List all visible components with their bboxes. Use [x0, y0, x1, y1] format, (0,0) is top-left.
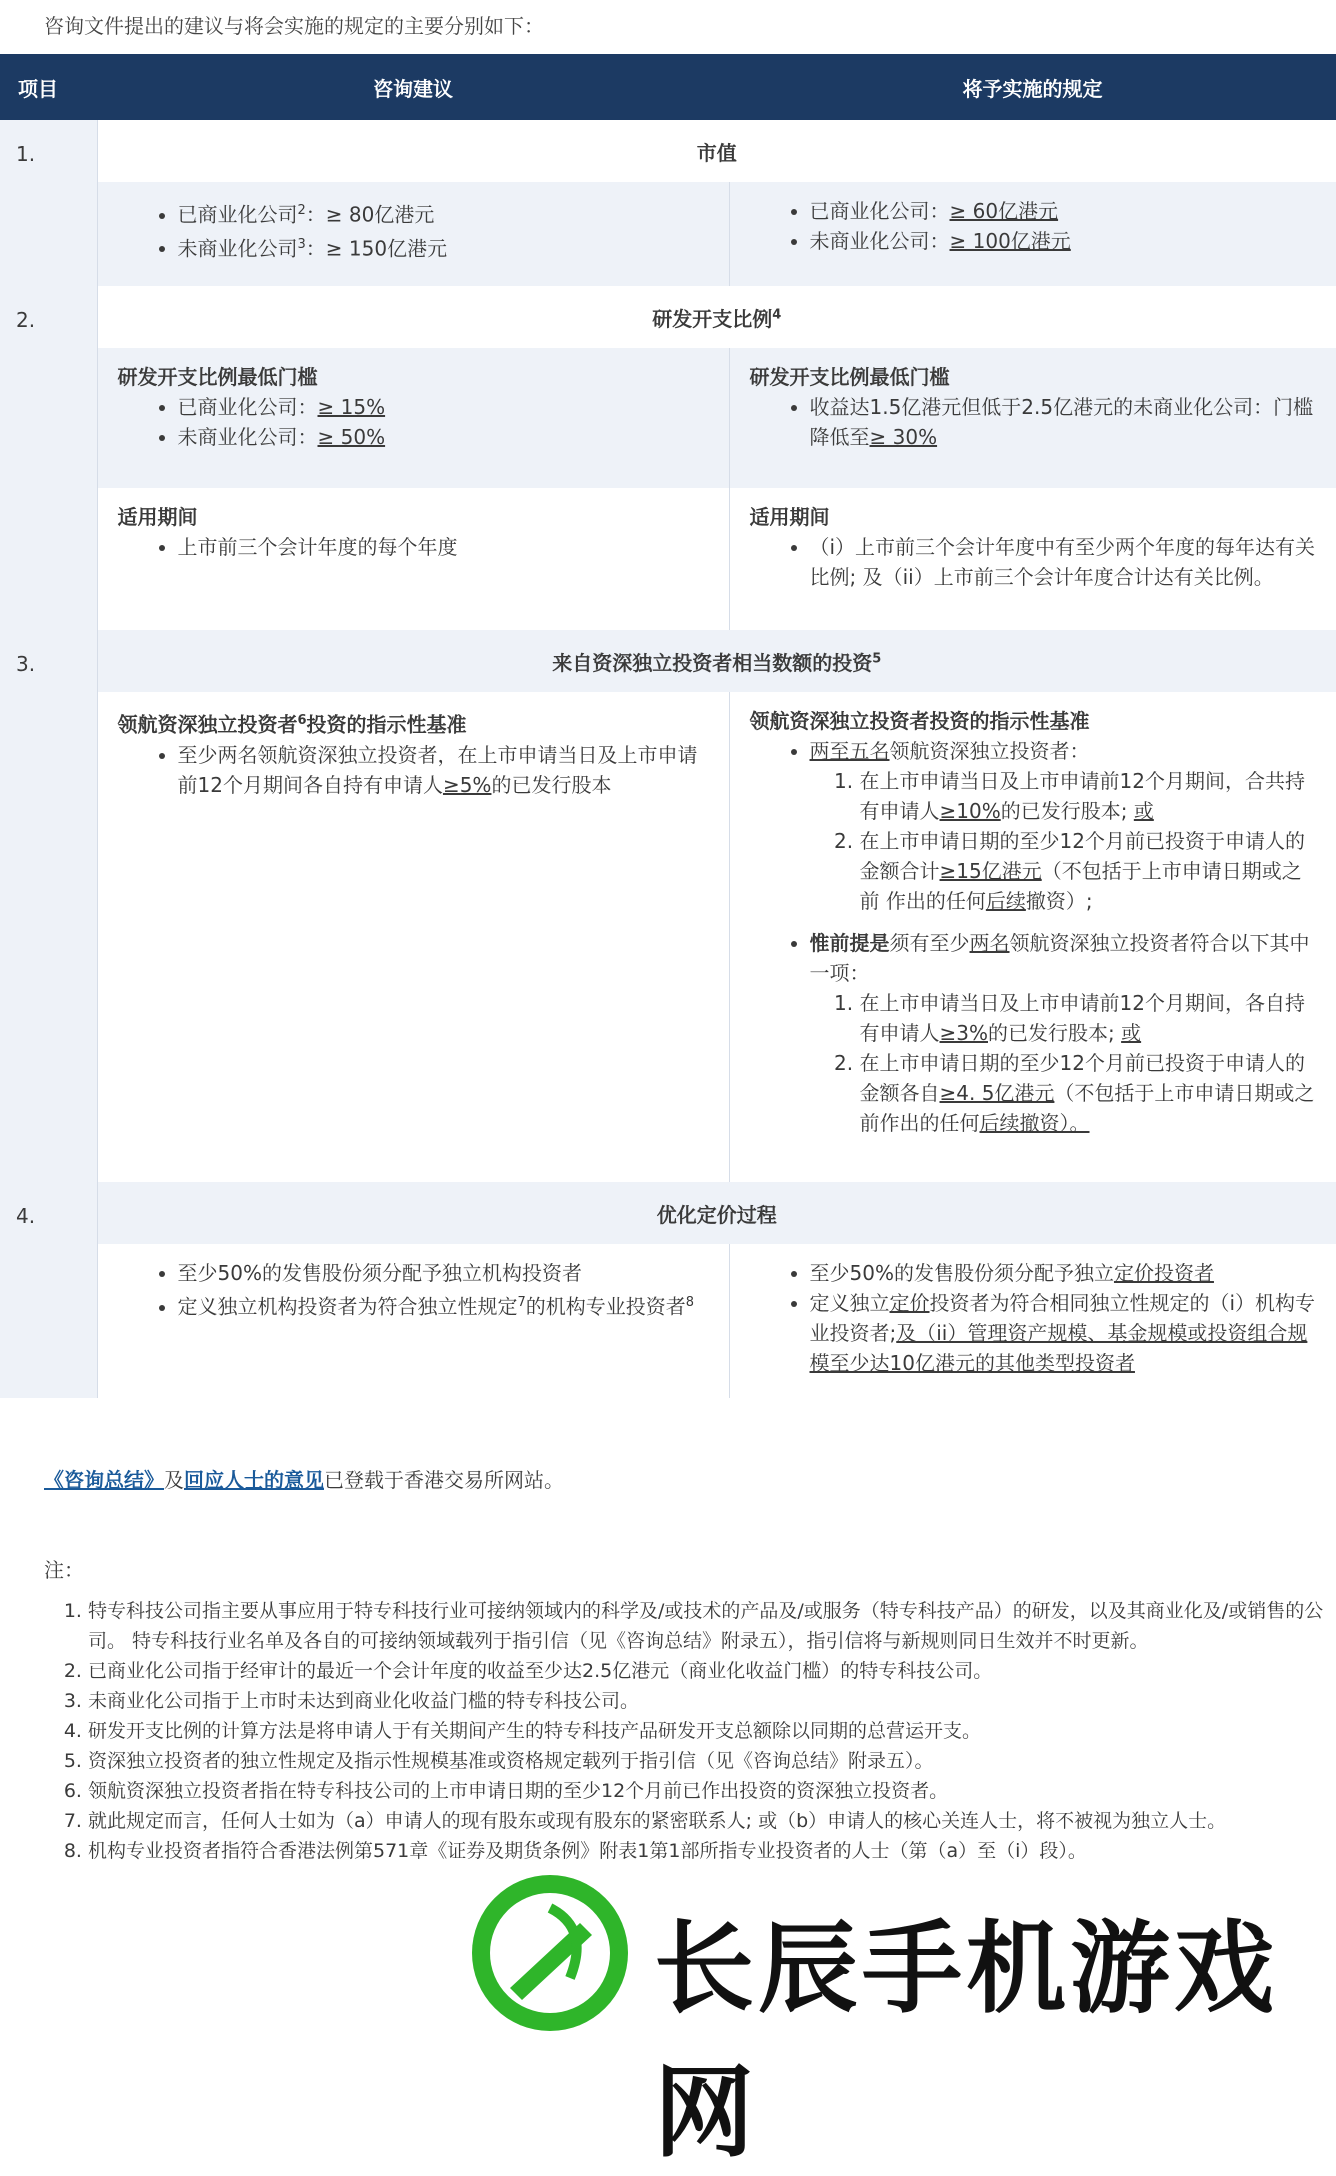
subheading: 领航资深独立投资者$^6$投资的指示性基准	[117, 712, 467, 737]
list-item: • 定义独立机构投资者为符合独立性规定$^7$的机构专业投资者$^8$	[178, 1288, 709, 1322]
rule-cell	[729, 692, 1336, 1182]
subheading: 领航资深独立投资者投资的指示性基准	[749, 709, 1090, 733]
responses-link[interactable]: 回应人士的意见	[184, 1468, 324, 1492]
subheading: 研发开支比例最低门槛	[117, 365, 318, 389]
proposal-cell	[97, 182, 729, 286]
row-number: 2.	[0, 286, 97, 630]
header-item: 项目	[0, 54, 97, 120]
list-item: 2. 在上市申请日期的至少12个月前已投资于申请人的金额各自≥4. 5亿港元（不包括于上市申请日期或之前作出的任何后续撤资）。	[860, 1048, 1317, 1138]
list-item: • 两至五名领航资深独立投资者： 1. 在上市申请当日及上市申请前12个月期间，合共持有申请人≥10%的已发行股本; 或 2. 在上市申请日期的至少12个月前已投资于申请人的金额合计≥15亿港元（不包括于上市申请日期或之前 作出的任何后续撤资）;	[810, 736, 1317, 916]
list-item: • 未商业化公司：≥ 100亿港元	[810, 226, 1317, 256]
links-line: 《咨询总结》及回应人士的意见已登载于香港交易所网站。	[44, 1468, 564, 1492]
rule-cell	[729, 348, 1336, 488]
row-number: 4.	[0, 1182, 97, 1398]
list-item: • 定义独立定价投资者为符合相同独立性规定的（i）机构专业投资者;及（ii）管理资产规模、基金规模或投资组合规模至少达10亿港元的其他类型投资者	[810, 1288, 1317, 1378]
list-item: • 至少50%的发售股份须分配予独立机构投资者	[178, 1258, 709, 1288]
list-item: 1. 在上市申请当日及上市申请前12个月期间，合共持有申请人≥10%的已发行股本; 或	[860, 766, 1317, 826]
note-item: 4. 研发开支比例的计算方法是将申请人于有关期间产生的特专科技产品研发开支总额除以同期的总营运开支。	[88, 1716, 1336, 1746]
note-item: 6. 领航资深独立投资者指在特专科技公司的上市申请日期的至少12个月前已作出投资的资深独立投资者。	[88, 1776, 1336, 1806]
list-item: 2. 在上市申请日期的至少12个月前已投资于申请人的金额合计≥15亿港元（不包括于上市申请日期或之前 作出的任何后续撤资）;	[860, 826, 1317, 916]
rule-cell	[729, 182, 1336, 286]
row-number: 1.	[0, 120, 97, 286]
section-title-market-cap: 市值	[97, 120, 1336, 182]
header-proposal: 咨询建议	[97, 54, 729, 120]
subheading: 适用期间	[749, 505, 830, 529]
list-item: • 已商业化公司：≥ 15%	[178, 392, 709, 422]
list-item: • 至少50%的发售股份须分配予独立定价投资者	[810, 1258, 1317, 1288]
rule-cell	[729, 1244, 1336, 1398]
proposal-cell	[97, 348, 729, 488]
consultation-conclusions-link[interactable]: 《咨询总结》	[44, 1468, 164, 1492]
list-item: • 未商业化公司$^3$：≥ 150亿港元	[178, 230, 709, 264]
note-item: 7. 就此规定而言，任何人士如为（a）申请人的现有股东或现有股东的紧密联系人; 或（b）申请人的核心关连人士，将不被视为独立人士。	[88, 1806, 1336, 1836]
rule-cell	[729, 488, 1336, 630]
notes-label: 注：	[44, 1558, 84, 1582]
note-item: 5. 资深独立投资者的独立性规定及指示性规模基准或资格规定载列于指引信（见《咨询总结》附录五）。	[88, 1746, 1336, 1776]
subheading: 适用期间	[117, 505, 198, 529]
comparison-table	[0, 54, 1336, 1398]
section-title-rd-ratio: 研发开支比例$^4$	[97, 286, 1336, 348]
note-item: 3. 未商业化公司指于上市时未达到商业化收益门槛的特专科技公司。	[88, 1686, 1336, 1716]
note-item: 8. 机构专业投资者指符合香港法例第571章《证券及期货条例》附表1第1部所指专业投资者的人士（第（a）至（i）段）。	[88, 1836, 1336, 1866]
list-item: • （i）上市前三个会计年度中有至少两个年度的每年达有关比例; 及（ii）上市前三个会计年度合计达有关比例。	[810, 532, 1317, 592]
list-item: • 收益达1.5亿港元但低于2.5亿港元的未商业化公司：门槛降低至≥ 30%	[810, 392, 1317, 452]
list-item: 1. 在上市申请当日及上市申请前12个月期间，各自持有申请人≥3%的已发行股本; 或	[860, 988, 1317, 1048]
list-item: • 未商业化公司：≥ 50%	[178, 422, 709, 452]
list-item: • 上市前三个会计年度的每个年度	[178, 532, 709, 562]
section-title-pricing: 优化定价过程	[97, 1182, 1336, 1244]
note-item: 2. 已商业化公司指于经审计的最近一个会计年度的收益至少达2.5亿港元（商业化收益门槛）的特专科技公司。	[88, 1656, 1336, 1686]
section-title-investors: 来自资深独立投资者相当数额的投资$^5$	[97, 630, 1336, 692]
intro-text: 咨询文件提出的建议与将会实施的规定的主要分别如下：	[44, 14, 544, 38]
subheading: 研发开支比例最低门槛	[749, 365, 950, 389]
proposal-cell	[97, 488, 729, 630]
proposal-cell	[97, 692, 729, 1182]
list-item: • 已商业化公司：≥ 60亿港元	[810, 196, 1317, 226]
list-item: • 惟前提是须有至少两名领航资深独立投资者符合以下其中一项： 1. 在上市申请当日及上市申请前12个月期间，各自持有申请人≥3%的已发行股本; 或 2. 在上市申请日期的至少12个月前已投资于申请人的金额各自≥4. 5亿港元（不包括于上市申请日期或之前作出的任何后续撤资）。	[810, 928, 1317, 1138]
header-final-rule: 将予实施的规定	[729, 54, 1336, 120]
watermark-text: 长辰手机游戏网	[654, 1910, 1278, 2171]
row-number: 3.	[0, 630, 97, 1182]
list-item: • 至少两名领航资深独立投资者，在上市申请当日及上市申请前12个月期间各自持有申请人≥5%的已发行股本	[178, 740, 709, 800]
list-item: • 已商业化公司$^2$：≥ 80亿港元	[178, 196, 709, 230]
proposal-cell	[97, 1244, 729, 1398]
note-item: 1. 特专科技公司指主要从事应用于特专科技行业可接纳领域内的科学及/或技术的产品及/或服务（特专科技产品）的研发，以及其商业化及/或销售的公司。 特专科技行业名单及各自的可接纳领域载列于指引信（见《咨询总结》附录五），指引信将与新规则同日生效并不时更新。	[88, 1596, 1336, 1656]
table-header-row	[0, 54, 1336, 120]
notes-list	[44, 1596, 1336, 1866]
